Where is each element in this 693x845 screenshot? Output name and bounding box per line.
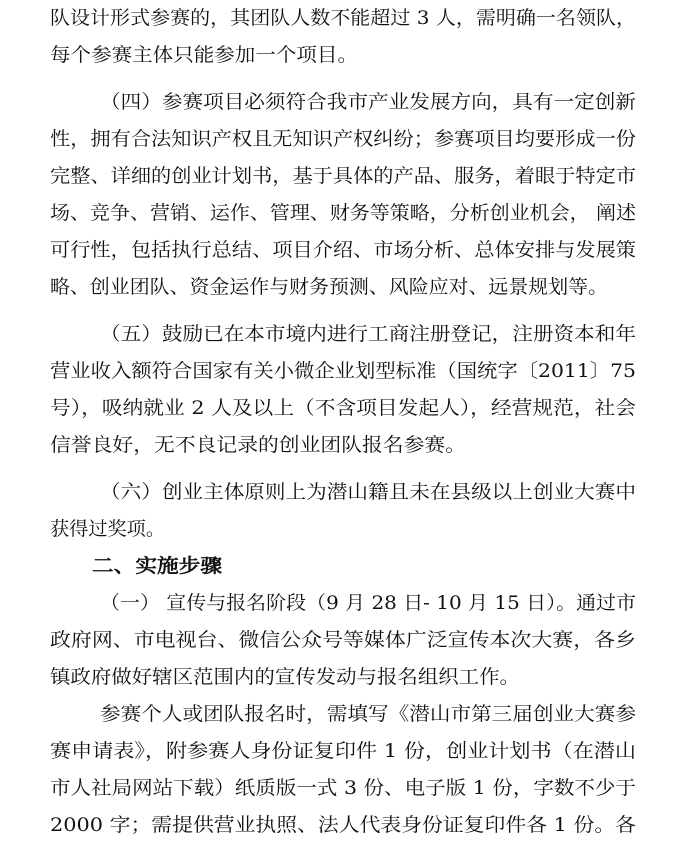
paragraph-start-line xyxy=(0,316,693,353)
text-line xyxy=(0,659,693,696)
text-line xyxy=(0,622,693,659)
line-text: 完整、详细的创业计划书，基于具体的产品、服务，着眼于特定市 xyxy=(50,165,636,187)
line-text: 队设计形式参赛的，其团队人数不能超过 3 人，需明确一名领队， xyxy=(50,7,637,29)
text-line xyxy=(0,121,693,158)
line-text: （四）参赛项目必须符合我市产业发展方向，具有一定创新 xyxy=(100,91,636,113)
line-text: 营业收入额符合国家有关小微企业划型标准（国统字〔2011〕75 xyxy=(50,360,636,382)
section-heading-text: 二、实施步骤 xyxy=(92,555,222,577)
text-line xyxy=(0,733,693,770)
line-text: 市人社局网站下载）纸质版一式 3 份、电子版 1 份，字数不少于 xyxy=(50,777,636,799)
line-text: （六）创业主体原则上为潜山籍且未在县级以上创业大赛中 xyxy=(100,481,636,503)
section-heading xyxy=(0,548,693,585)
line-text: 政府网、市电视台、微信公众号等媒体广泛宣传本次大赛，各乡 xyxy=(50,629,636,651)
line-text: 每个参赛主体只能参加一个项目。 xyxy=(50,44,358,66)
line-text: 可行性，包括执行总结、项目介绍、市场分析、总体安排与发展策 xyxy=(50,239,636,261)
text-line xyxy=(0,269,693,306)
text-line xyxy=(0,37,693,74)
line-text: 参赛个人或团队报名时，需填写《潜山市第三届创业大赛参 xyxy=(100,703,636,725)
text-line xyxy=(0,158,693,195)
line-text: 镇政府做好辖区范围内的宣传发动与报名组织工作。 xyxy=(50,666,520,688)
text-line xyxy=(0,353,693,390)
text-line xyxy=(0,511,693,548)
paragraph-start-line xyxy=(0,84,693,121)
line-text: （一） 宣传与报名阶段（9 月 28 日- 10 月 15 日）。通过市 xyxy=(100,592,636,614)
line-text: 赛申请表》，附参赛人身份证复印件 1 份，创业计划书（在潜山 xyxy=(50,740,636,762)
line-text: 信誉良好，无不良记录的创业团队报名参赛。 xyxy=(50,434,467,456)
text-line xyxy=(0,427,693,464)
paragraph-start-line xyxy=(0,474,693,511)
text-line xyxy=(0,195,693,232)
text-line xyxy=(0,232,693,269)
text-line xyxy=(0,770,693,807)
paragraph-start-line xyxy=(0,585,693,622)
line-text: 获得过奖项。 xyxy=(50,518,165,540)
line-text: 性，拥有合法知识产权且无知识产权纠纷；参赛项目均要形成一份 xyxy=(50,128,636,150)
line-text: 号），吸纳就业 2 人及以上（不含项目发起人），经营规范，社会 xyxy=(50,397,636,419)
line-text: 略、创业团队、资金运作与财务预测、风险应对、远景规划等。 xyxy=(50,276,608,298)
paragraph-start-line xyxy=(0,696,693,733)
line-text: 2000 字；需提供营业执照、法人代表身份证复印件各 1 份。各 xyxy=(50,814,636,836)
text-line xyxy=(0,390,693,427)
text-line xyxy=(0,807,693,844)
line-text: 场、竞争、营销、运作、管理、财务等策略，分析创业机会， 阐述 xyxy=(50,202,636,224)
text-line xyxy=(0,0,693,37)
line-text: （五）鼓励已在本市境内进行工商注册登记，注册资本和年 xyxy=(100,323,636,345)
